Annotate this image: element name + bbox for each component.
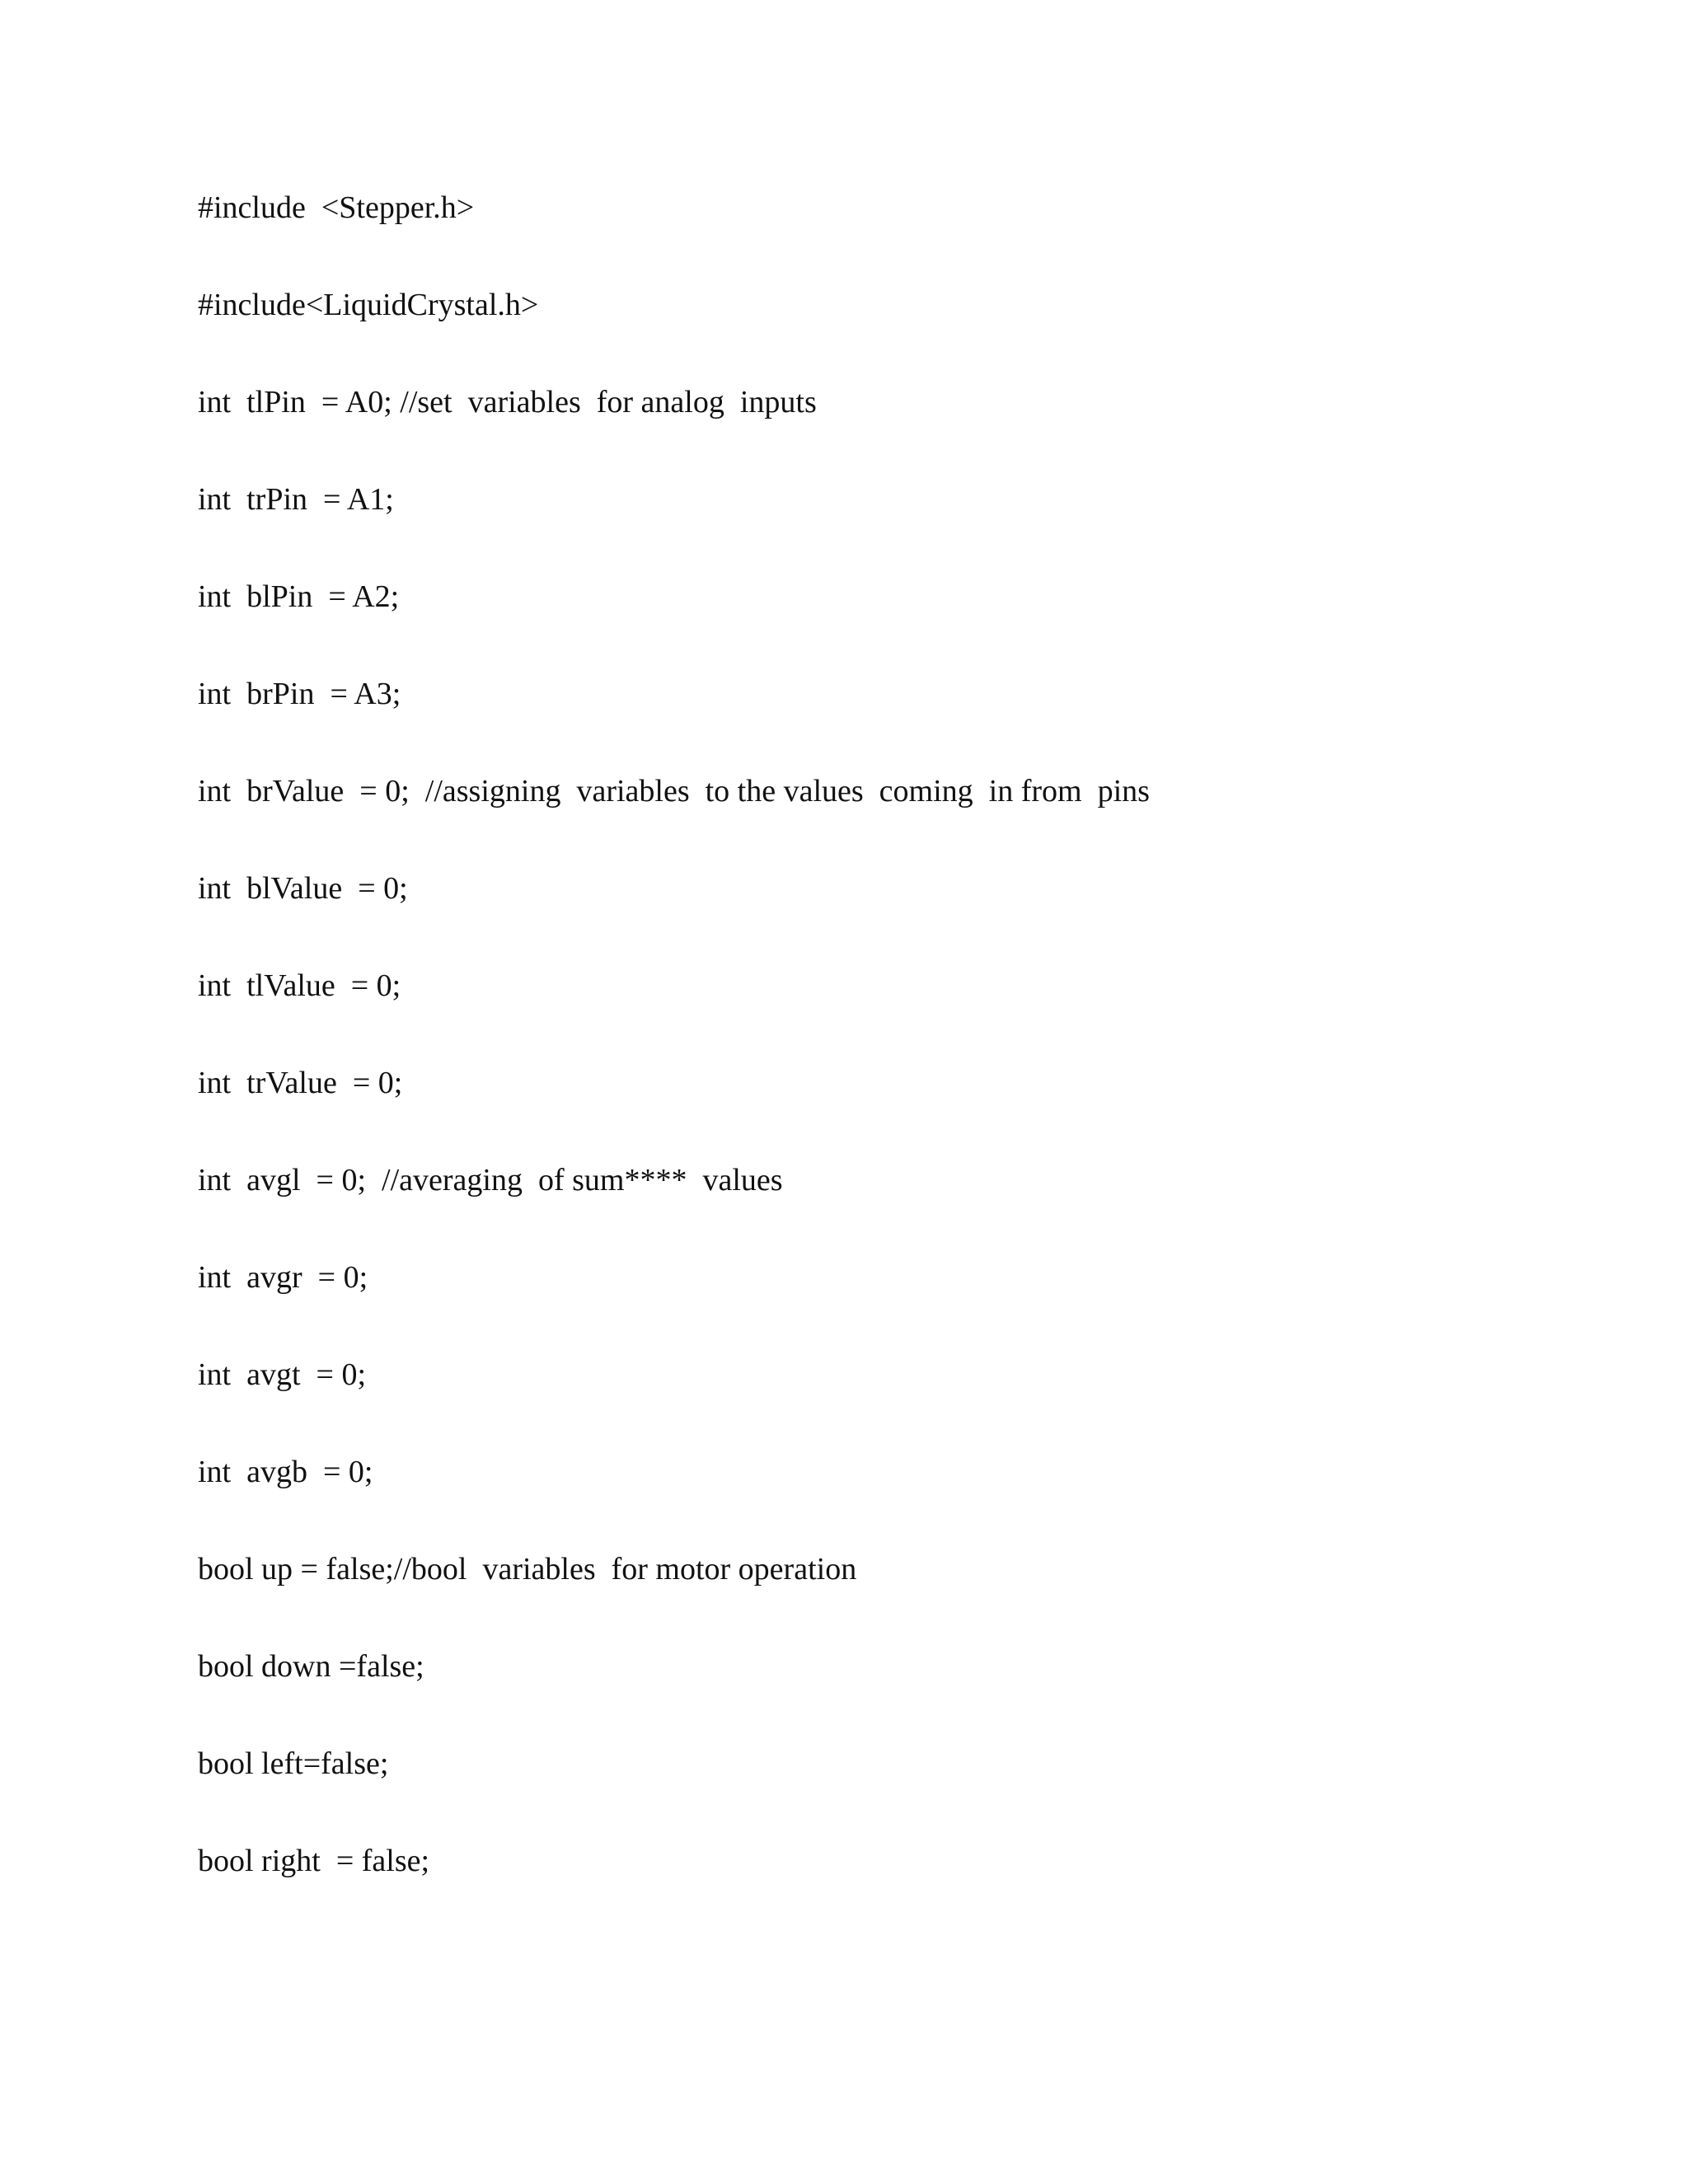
code-line-include-liquidcrystal: #include<LiquidCrystal.h> bbox=[198, 288, 539, 322]
code-line-bool-right: bool right = false; bbox=[198, 1844, 430, 1878]
code-line-tlvalue: int tlValue = 0; bbox=[198, 968, 401, 1003]
code-line-avgt: int avgt = 0; bbox=[198, 1357, 367, 1392]
code-line-bool-down: bool down =false; bbox=[198, 1649, 424, 1684]
code-listing bbox=[198, 188, 1599, 1938]
code-line-blvalue: int blValue = 0; bbox=[198, 871, 408, 906]
code-line-blpin: int blPin = A2; bbox=[198, 579, 400, 614]
code-line-include-stepper: #include <Stepper.h> bbox=[198, 190, 475, 225]
code-line-brpin: int brPin = A3; bbox=[198, 677, 401, 711]
code-line-brvalue: int brValue = 0; //assigning variables to the values coming in from pins bbox=[198, 774, 1150, 808]
code-line-avgb: int avgb = 0; bbox=[198, 1455, 373, 1489]
code-line-tlpin: int tlPin = A0; //set variables for analog inputs bbox=[198, 385, 817, 419]
code-line-trvalue: int trValue = 0; bbox=[198, 1066, 403, 1100]
code-line-bool-left: bool left=false; bbox=[198, 1746, 389, 1781]
code-line-bool-up: bool up = false;//bool variables for motor operation bbox=[198, 1552, 857, 1586]
code-line-trpin: int trPin = A1; bbox=[198, 482, 394, 517]
code-line-avgr: int avgr = 0; bbox=[198, 1260, 368, 1295]
code-line-avgl: int avgl = 0; //averaging of sum**** values bbox=[198, 1163, 783, 1197]
